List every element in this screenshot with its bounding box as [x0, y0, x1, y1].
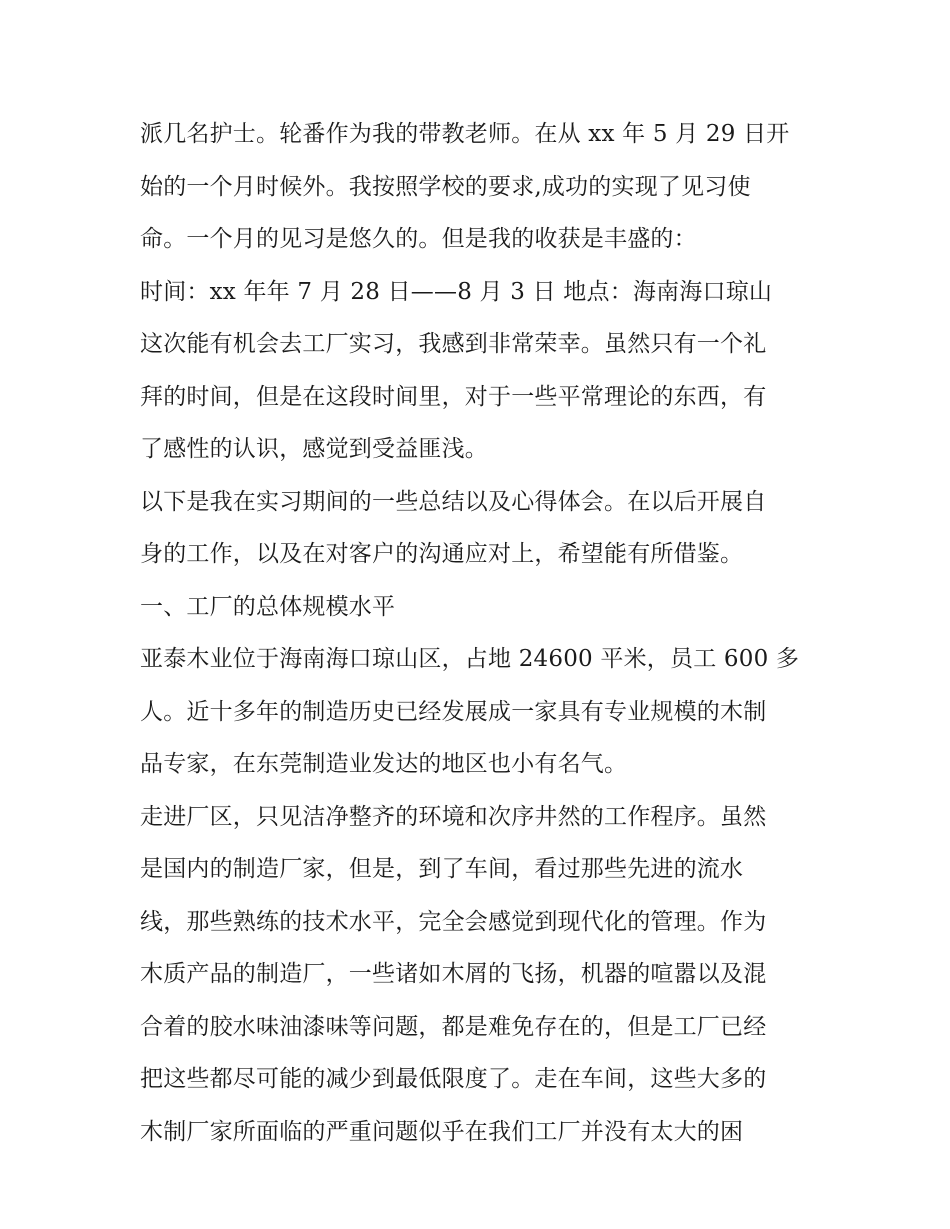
text-line: 走进厂区，只见洁净整齐的环境和次序井然的工作程序。虽然	[140, 803, 767, 830]
text-line: 线，那些熟练的技术水平，完全会感觉到现代化的管理。作为	[140, 908, 767, 935]
text-line: 时间：xx 年年 7 月 28 日——8 月 3 日 地点：海南海口琼山	[140, 278, 773, 305]
text-line: 是国内的制造厂家，但是，到了车间，看过那些先进的流水	[140, 856, 744, 882]
section-heading: 一、工厂的总体规模水平	[140, 593, 396, 620]
text-line: 以下是我在实习期间的一些总结以及心得体会。在以后开展自	[140, 488, 767, 515]
text-line: 拜的时间，但是在这段时间里，对于一些平常理论的东西，有	[140, 383, 767, 410]
text-line: 品专家，在东莞制造业发达的地区也小有名气。	[140, 751, 628, 777]
text-line: 合着的胶水味油漆味等问题，都是难免存在的，但是工厂已经	[140, 1013, 767, 1040]
text-line: 始的一个月时候外。我按照学校的要求,成功的实现了见习使	[140, 173, 751, 200]
text-line: 人。近十多年的制造历史已经发展成一家具有专业规模的木制	[140, 698, 767, 725]
text-line: 这次能有机会去工厂实习，我感到非常荣幸。虽然只有一个礼	[140, 331, 767, 357]
document-body	[140, 108, 820, 1158]
text-line: 木制厂家所面临的严重问题似乎在我们工厂并没有太大的困	[140, 1118, 744, 1145]
text-line: 命。一个月的见习是悠久的。但是我的收获是丰盛的：	[140, 226, 697, 252]
text-line: 身的工作，以及在对客户的沟通应对上，希望能有所借鉴。	[140, 541, 744, 567]
text-line: 派几名护士。轮番作为我的带教老师。在从 xx 年 5 月 29 日开	[140, 121, 790, 147]
text-line: 把这些都尽可能的减少到最低限度了。走在车间，这些大多的	[140, 1066, 767, 1092]
text-line: 木质产品的制造厂，一些诸如木屑的飞扬，机器的喧嚣以及混	[140, 961, 767, 987]
text-line: 了感性的认识，感觉到受益匪浅。	[140, 436, 488, 462]
text-line: 亚泰木业位于海南海口琼山区，占地 24600 平米，员工 600 多	[140, 646, 800, 672]
